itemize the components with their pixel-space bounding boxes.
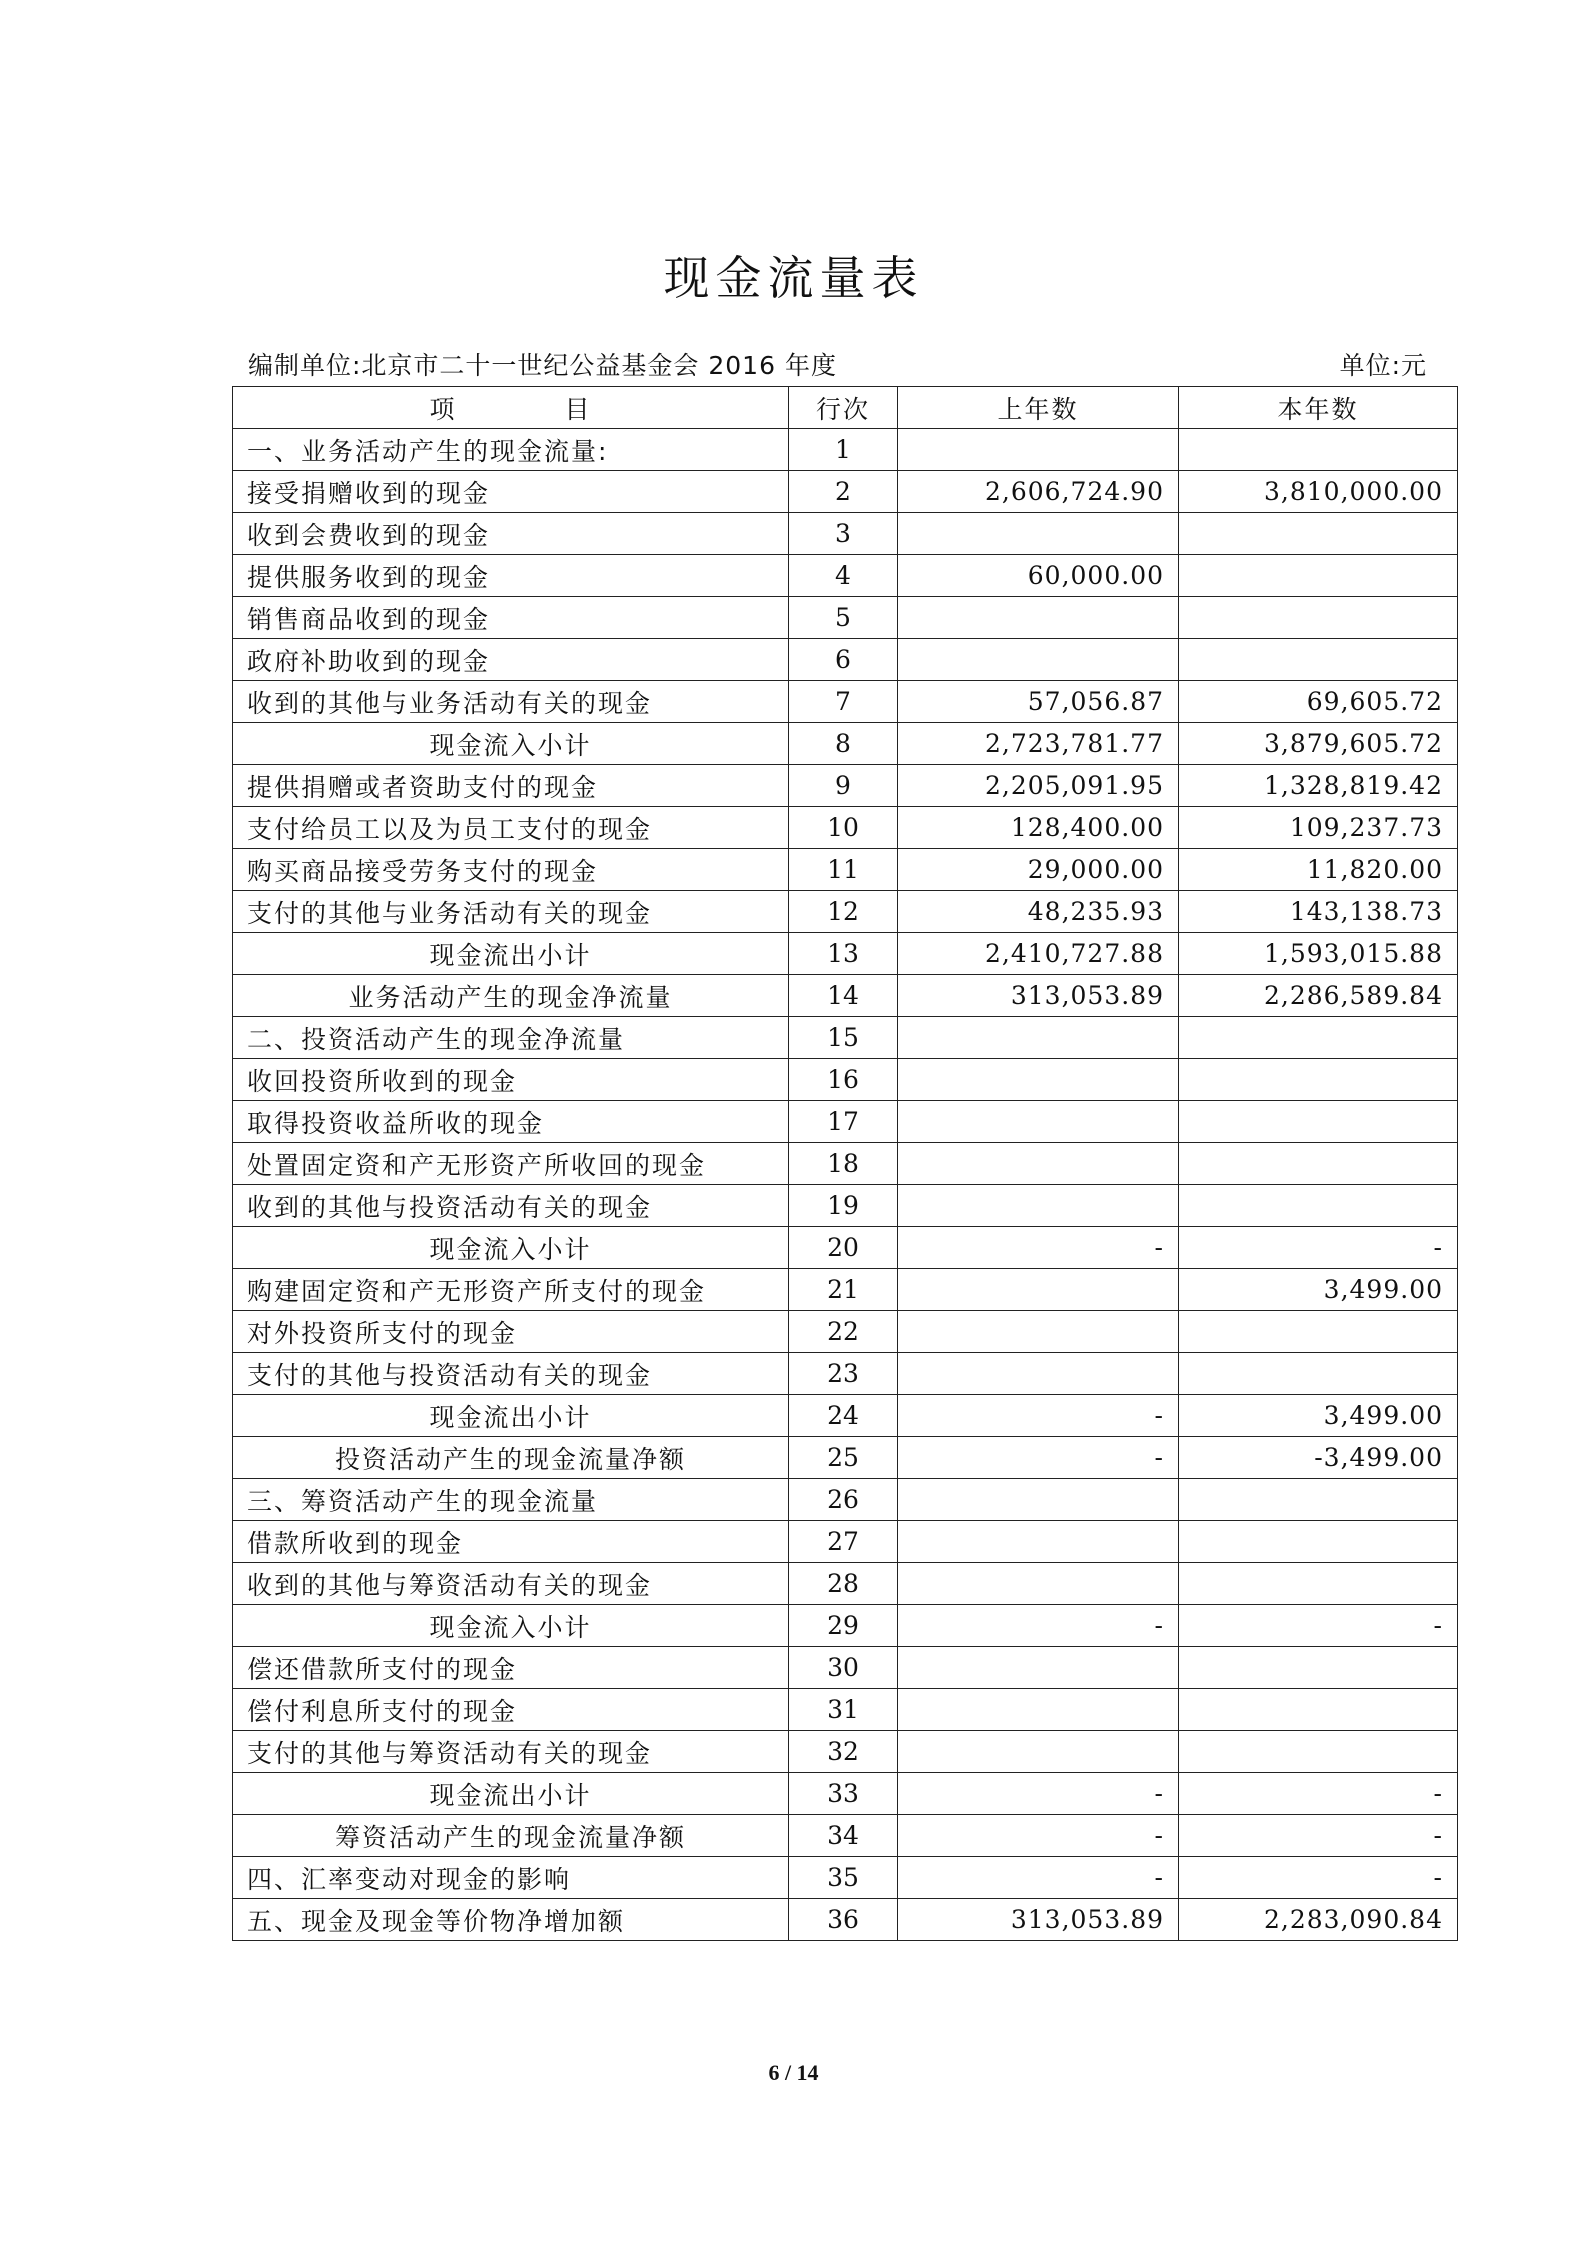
table-row xyxy=(233,723,1458,765)
table-row xyxy=(233,513,1458,555)
row-line-number: 5 xyxy=(789,597,898,639)
row-prev-year-value: 29,000.00 xyxy=(898,849,1179,891)
row-current-year-value xyxy=(1179,1017,1458,1059)
report-meta xyxy=(232,346,1427,386)
cash-flow-table xyxy=(232,386,1458,1941)
row-prev-year-value xyxy=(898,1311,1179,1353)
row-current-year-value xyxy=(1179,555,1458,597)
row-prev-year-value xyxy=(898,1017,1179,1059)
row-line-number: 8 xyxy=(789,723,898,765)
row-prev-year-value xyxy=(898,429,1179,471)
row-prev-year-value: - xyxy=(898,1815,1179,1857)
row-prev-year-value: 48,235.93 xyxy=(898,891,1179,933)
row-line-number: 32 xyxy=(789,1731,898,1773)
row-line-number: 23 xyxy=(789,1353,898,1395)
table-row xyxy=(233,1521,1458,1563)
header-item: 项 目 xyxy=(233,387,789,429)
table-row xyxy=(233,1227,1458,1269)
row-line-number: 7 xyxy=(789,681,898,723)
row-item-label: 支付的其他与筹资活动有关的现金 xyxy=(233,1731,789,1773)
row-prev-year-value: - xyxy=(898,1605,1179,1647)
table-row xyxy=(233,1143,1458,1185)
row-prev-year-value xyxy=(898,1479,1179,1521)
table-row xyxy=(233,597,1458,639)
table-row xyxy=(233,1815,1458,1857)
table-row xyxy=(233,849,1458,891)
row-line-number: 36 xyxy=(789,1899,898,1941)
row-current-year-value: 69,605.72 xyxy=(1179,681,1458,723)
row-item-label: 提供服务收到的现金 xyxy=(233,555,789,597)
table-row xyxy=(233,975,1458,1017)
row-line-number: 16 xyxy=(789,1059,898,1101)
row-current-year-value: 3,810,000.00 xyxy=(1179,471,1458,513)
row-line-number: 19 xyxy=(789,1185,898,1227)
header-line-no: 行次 xyxy=(789,387,898,429)
row-item-label: 销售商品收到的现金 xyxy=(233,597,789,639)
table-row xyxy=(233,555,1458,597)
row-line-number: 18 xyxy=(789,1143,898,1185)
row-current-year-value: - xyxy=(1179,1605,1458,1647)
table-row xyxy=(233,1773,1458,1815)
row-current-year-value: - xyxy=(1179,1815,1458,1857)
table-row xyxy=(233,1185,1458,1227)
table-row xyxy=(233,1563,1458,1605)
row-line-number: 9 xyxy=(789,765,898,807)
row-line-number: 12 xyxy=(789,891,898,933)
row-line-number: 29 xyxy=(789,1605,898,1647)
row-prev-year-value: - xyxy=(898,1395,1179,1437)
row-prev-year-value: 2,410,727.88 xyxy=(898,933,1179,975)
row-current-year-value: 1,593,015.88 xyxy=(1179,933,1458,975)
table-body xyxy=(233,429,1458,1941)
row-line-number: 4 xyxy=(789,555,898,597)
table-row xyxy=(233,807,1458,849)
row-line-number: 22 xyxy=(789,1311,898,1353)
row-line-number: 10 xyxy=(789,807,898,849)
row-prev-year-value xyxy=(898,1353,1179,1395)
table-row xyxy=(233,1647,1458,1689)
table-row xyxy=(233,681,1458,723)
row-prev-year-value xyxy=(898,639,1179,681)
page-title: 现金流量表 xyxy=(663,251,924,305)
row-current-year-value xyxy=(1179,1185,1458,1227)
row-prev-year-value: 2,606,724.90 xyxy=(898,471,1179,513)
table-row xyxy=(233,1269,1458,1311)
row-item-label: 政府补助收到的现金 xyxy=(233,639,789,681)
row-current-year-value: 11,820.00 xyxy=(1179,849,1458,891)
row-item-label: 现金流入小计 xyxy=(233,1227,789,1269)
row-prev-year-value xyxy=(898,597,1179,639)
table-row xyxy=(233,1857,1458,1899)
row-line-number: 20 xyxy=(789,1227,898,1269)
row-line-number: 24 xyxy=(789,1395,898,1437)
row-item-label: 支付的其他与业务活动有关的现金 xyxy=(233,891,789,933)
row-line-number: 33 xyxy=(789,1773,898,1815)
table-row xyxy=(233,1689,1458,1731)
row-current-year-value xyxy=(1179,1731,1458,1773)
row-line-number: 14 xyxy=(789,975,898,1017)
row-prev-year-value xyxy=(898,1059,1179,1101)
row-line-number: 34 xyxy=(789,1815,898,1857)
row-item-label: 四、汇率变动对现金的影响 xyxy=(233,1857,789,1899)
row-item-label: 购买商品接受劳务支付的现金 xyxy=(233,849,789,891)
row-line-number: 1 xyxy=(789,429,898,471)
row-current-year-value: -3,499.00 xyxy=(1179,1437,1458,1479)
row-item-label: 对外投资所支付的现金 xyxy=(233,1311,789,1353)
row-current-year-value: 1,328,819.42 xyxy=(1179,765,1458,807)
row-item-label: 处置固定资和产无形资产所收回的现金 xyxy=(233,1143,789,1185)
table-row xyxy=(233,765,1458,807)
currency-unit: 单位:元 xyxy=(1339,351,1427,380)
row-item-label: 现金流入小计 xyxy=(233,1605,789,1647)
row-current-year-value: - xyxy=(1179,1227,1458,1269)
table-row xyxy=(233,891,1458,933)
row-current-year-value: 3,499.00 xyxy=(1179,1395,1458,1437)
row-prev-year-value xyxy=(898,513,1179,555)
row-line-number: 3 xyxy=(789,513,898,555)
row-prev-year-value xyxy=(898,1521,1179,1563)
row-item-label: 收到的其他与业务活动有关的现金 xyxy=(233,681,789,723)
row-item-label: 支付的其他与投资活动有关的现金 xyxy=(233,1353,789,1395)
row-prev-year-value xyxy=(898,1101,1179,1143)
table-header-row xyxy=(233,387,1458,429)
row-item-label: 接受捐赠收到的现金 xyxy=(233,471,789,513)
row-item-label: 业务活动产生的现金净流量 xyxy=(233,975,789,1017)
header-prev-year: 上年数 xyxy=(898,387,1179,429)
table-row xyxy=(233,1437,1458,1479)
row-current-year-value xyxy=(1179,1353,1458,1395)
reporting-entity: 编制单位:北京市二十一世纪公益基金会 2016 年度 xyxy=(248,351,837,380)
row-current-year-value: 109,237.73 xyxy=(1179,807,1458,849)
table-row xyxy=(233,933,1458,975)
row-prev-year-value xyxy=(898,1689,1179,1731)
row-item-label: 三、筹资活动产生的现金流量 xyxy=(233,1479,789,1521)
row-prev-year-value: 2,205,091.95 xyxy=(898,765,1179,807)
row-current-year-value xyxy=(1179,513,1458,555)
row-item-label: 收到会费收到的现金 xyxy=(233,513,789,555)
row-prev-year-value xyxy=(898,1269,1179,1311)
row-current-year-value xyxy=(1179,429,1458,471)
row-current-year-value xyxy=(1179,1143,1458,1185)
row-current-year-value: - xyxy=(1179,1857,1458,1899)
row-prev-year-value: - xyxy=(898,1437,1179,1479)
row-item-label: 借款所收到的现金 xyxy=(233,1521,789,1563)
row-line-number: 31 xyxy=(789,1689,898,1731)
row-item-label: 现金流出小计 xyxy=(233,1395,789,1437)
row-prev-year-value: - xyxy=(898,1857,1179,1899)
header-current-year: 本年数 xyxy=(1179,387,1458,429)
row-item-label: 筹资活动产生的现金流量净额 xyxy=(233,1815,789,1857)
row-line-number: 17 xyxy=(789,1101,898,1143)
row-line-number: 25 xyxy=(789,1437,898,1479)
row-line-number: 6 xyxy=(789,639,898,681)
row-prev-year-value: 313,053.89 xyxy=(898,1899,1179,1941)
row-prev-year-value xyxy=(898,1563,1179,1605)
row-item-label: 投资活动产生的现金流量净额 xyxy=(233,1437,789,1479)
row-item-label: 提供捐赠或者资助支付的现金 xyxy=(233,765,789,807)
row-current-year-value xyxy=(1179,1311,1458,1353)
row-item-label: 现金流入小计 xyxy=(233,723,789,765)
table-row xyxy=(233,1479,1458,1521)
row-item-label: 购建固定资和产无形资产所支付的现金 xyxy=(233,1269,789,1311)
row-prev-year-value: 313,053.89 xyxy=(898,975,1179,1017)
row-item-label: 现金流出小计 xyxy=(233,1773,789,1815)
row-current-year-value xyxy=(1179,1647,1458,1689)
row-line-number: 2 xyxy=(789,471,898,513)
row-current-year-value: 2,283,090.84 xyxy=(1179,1899,1458,1941)
row-prev-year-value: - xyxy=(898,1227,1179,1269)
table-row xyxy=(233,1101,1458,1143)
table-row xyxy=(233,1059,1458,1101)
table-row xyxy=(233,639,1458,681)
row-item-label: 支付给员工以及为员工支付的现金 xyxy=(233,807,789,849)
row-item-label: 一、业务活动产生的现金流量: xyxy=(233,429,789,471)
row-item-label: 五、现金及现金等价物净增加额 xyxy=(233,1899,789,1941)
row-current-year-value: 3,499.00 xyxy=(1179,1269,1458,1311)
row-item-label: 收到的其他与筹资活动有关的现金 xyxy=(233,1563,789,1605)
row-item-label: 收回投资所收到的现金 xyxy=(233,1059,789,1101)
row-line-number: 11 xyxy=(789,849,898,891)
row-prev-year-value: 2,723,781.77 xyxy=(898,723,1179,765)
table-row xyxy=(233,1899,1458,1941)
row-current-year-value xyxy=(1179,639,1458,681)
row-current-year-value: 2,286,589.84 xyxy=(1179,975,1458,1017)
row-current-year-value xyxy=(1179,1479,1458,1521)
row-item-label: 偿付利息所支付的现金 xyxy=(233,1689,789,1731)
row-current-year-value xyxy=(1179,1059,1458,1101)
row-line-number: 28 xyxy=(789,1563,898,1605)
table-row xyxy=(233,1605,1458,1647)
row-item-label: 取得投资收益所收的现金 xyxy=(233,1101,789,1143)
row-line-number: 26 xyxy=(789,1479,898,1521)
table-row xyxy=(233,1395,1458,1437)
row-line-number: 35 xyxy=(789,1857,898,1899)
row-current-year-value xyxy=(1179,1101,1458,1143)
row-current-year-value: - xyxy=(1179,1773,1458,1815)
row-current-year-value: 3,879,605.72 xyxy=(1179,723,1458,765)
table-row xyxy=(233,429,1458,471)
row-current-year-value: 143,138.73 xyxy=(1179,891,1458,933)
row-prev-year-value: 60,000.00 xyxy=(898,555,1179,597)
row-line-number: 15 xyxy=(789,1017,898,1059)
row-prev-year-value: - xyxy=(898,1773,1179,1815)
row-prev-year-value xyxy=(898,1647,1179,1689)
row-line-number: 21 xyxy=(789,1269,898,1311)
row-current-year-value xyxy=(1179,1521,1458,1563)
row-current-year-value xyxy=(1179,1563,1458,1605)
row-item-label: 现金流出小计 xyxy=(233,933,789,975)
row-line-number: 30 xyxy=(789,1647,898,1689)
table-row xyxy=(233,1017,1458,1059)
row-item-label: 收到的其他与投资活动有关的现金 xyxy=(233,1185,789,1227)
row-line-number: 27 xyxy=(789,1521,898,1563)
table-row xyxy=(233,1353,1458,1395)
row-current-year-value xyxy=(1179,1689,1458,1731)
row-item-label: 二、投资活动产生的现金净流量 xyxy=(233,1017,789,1059)
table-row xyxy=(233,1311,1458,1353)
row-prev-year-value: 57,056.87 xyxy=(898,681,1179,723)
table-row xyxy=(233,1731,1458,1773)
row-prev-year-value xyxy=(898,1185,1179,1227)
row-prev-year-value xyxy=(898,1143,1179,1185)
row-line-number: 13 xyxy=(789,933,898,975)
row-item-label: 偿还借款所支付的现金 xyxy=(233,1647,789,1689)
page-number: 6 / 14 xyxy=(768,2060,819,2085)
row-prev-year-value xyxy=(898,1731,1179,1773)
table-row xyxy=(233,471,1458,513)
row-current-year-value xyxy=(1179,597,1458,639)
row-prev-year-value: 128,400.00 xyxy=(898,807,1179,849)
